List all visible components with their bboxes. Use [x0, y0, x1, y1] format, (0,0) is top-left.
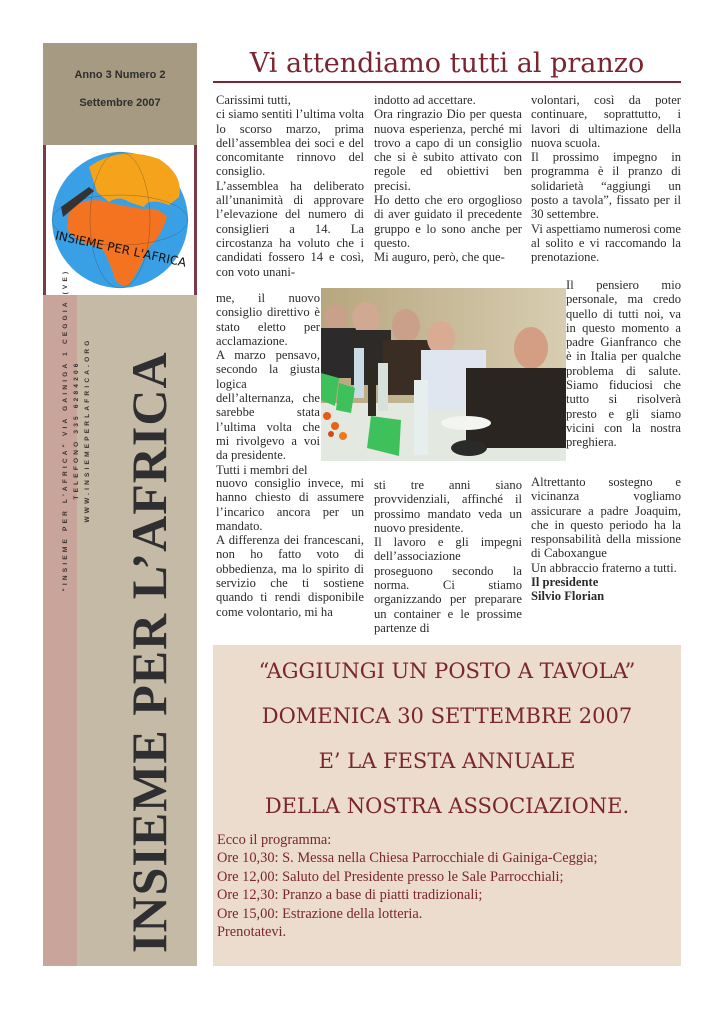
program-item: Ore 10,30: S. Messa nella Chiesa Parrocchiale di Gainiga-Ceggia;: [217, 850, 598, 867]
event-title: “AGGIUNGI UN POSTO A TAVOLA”: [258, 659, 636, 683]
signature-name: Silvio Florian: [531, 589, 605, 604]
paragraph: Il pensiero mio personale, ma credo quello di tutti noi, va in questo momento a padre Gianfranco che è in Italia per qualche problema di salute. Siamo fiduciosi che tutto si risolverà presto e gli siamo vicini con la nostra preghiera.: [566, 278, 681, 450]
paragraph: ci siamo sentiti l’ultima volta lo scorso marzo, prima dell’assemblea dei soci e del concomitante rinnovo del consiglio.: [216, 107, 364, 179]
paragraph: me, il nuovo consiglio direttivo è stato eletto per acclamazione.: [216, 291, 320, 348]
svg-text:INSIEME PER L'AFRICA: INSIEME PER L'AFRICA: [54, 228, 188, 270]
program-item: Ore 12,00: Saluto del Presidente presso le Sale Parrocchiali;: [217, 868, 564, 885]
article-col-3-wrap: [566, 278, 681, 450]
article-photo: [321, 288, 566, 461]
paragraph: indotto ad accettare.: [374, 93, 476, 107]
paragraph: Ora ringrazio Dio per questa nuova esperienza, perché mi trovo a capo di un consiglio che si è subito attivato con regole ed obiettivi ben precisi.: [374, 107, 522, 193]
contact-address: "INSIEME PER L'AFRICA" VIA GAINIGA 1 CEGGIA (VE): [62, 268, 69, 592]
headline-rule: [213, 81, 681, 83]
issue-date: Settembre 2007: [79, 97, 161, 109]
event-subtitle-2: DELLA NOSTRA ASSOCIAZIONE.: [264, 794, 630, 818]
photo-image: [321, 288, 566, 461]
program-item: Ore 15,00: Estrazione della lotteria.: [217, 905, 423, 922]
article-col-1-wrap: [216, 291, 320, 477]
article-col-2: [374, 93, 522, 265]
issue-box: [43, 43, 197, 145]
article-col-1: [216, 93, 364, 279]
paragraph: Mi auguro, però, che que-: [374, 250, 505, 265]
paragraph: Carissimi tutti,: [216, 93, 291, 107]
article-col-2-bottom: [374, 478, 522, 635]
contact-phone: TELEFONO 335 6284206: [73, 360, 80, 500]
paragraph: Altrettanto sostegno e vicinanza vogliamo assicurare a padre Joaquim, che in questo periodo ha la responsabilità della missione di Caboxangue: [531, 475, 681, 561]
paragraph: Vi aspettiamo numerosi come al solito e vi raccomando la prenotazione.: [531, 221, 681, 265]
sidebar: [43, 43, 197, 966]
event-date: DOMENICA 30 SETTEMBRE 2007: [261, 704, 633, 728]
event-box: [213, 645, 681, 966]
paragraph: Tutti i membri del: [216, 462, 308, 477]
program-closing: Prenotatevi.: [217, 924, 287, 941]
event-program: [217, 831, 679, 941]
signature-title: Il presidente: [531, 575, 599, 590]
paragraph: sti tre anni siano provvidenziali, affinché il prossimo mandato veda un nuovo presidente.: [374, 478, 522, 535]
paragraph: A differenza dei francescani, non ho fatto voto di obbedienza, ma lo spirito di servizio che ti sostiene quando ti rendi disponibile come volontario, mi ha: [216, 533, 364, 619]
paragraph: Il lavoro e gli impegni dell’associazione proseguono secondo la norma. Ci stiamo organizzando per preparare un container e le prossime partenze di: [374, 535, 522, 635]
issue-number: Anno 3 Numero 2: [74, 69, 166, 81]
paragraph: nuovo consiglio invece, mi hanno chiesto di assumere l’incarico ancora per un mandato.: [216, 476, 364, 533]
article-col-3-bottom: [531, 475, 681, 604]
paragraph: A marzo pensavo, secondo la giusta logica dell’alternanza, che sarebbe stata l’ultima volta che mi rivolgevo a voi da presidente.: [216, 348, 320, 463]
paragraph: Un abbraccio fraterno a tutti.: [531, 560, 677, 575]
paragraph: L’assemblea ha deliberato all’unanimità di approvare l’elevazione del numero di consiglieri a 14. La circostanza ha voluto che i candidati fossero 14 e così, con voto unani-: [216, 178, 364, 279]
contact-website: WWW.INSIEMEPERLAFRICA.ORG: [84, 337, 91, 523]
article-col-1-bottom: [216, 476, 364, 619]
program-item: Ore 12,30: Pranzo a base di piatti tradizionali;: [217, 887, 483, 904]
paragraph: Ho detto che ero orgoglioso di aver guidato il precedente gruppo e lo sono anche per questo.: [374, 193, 522, 250]
article-col-3: [531, 93, 681, 265]
paragraph: volontari, così da poter continuare, soprattutto, i lavori di ultimazione della nuova scuola.: [531, 93, 681, 150]
event-subtitle: E’ LA FESTA ANNUALE: [318, 749, 576, 773]
masthead-vertical-title: INSIEME PER L’AFRICA: [121, 351, 177, 953]
page-title: Vi attendiamo tutti al pranzo: [249, 48, 645, 79]
program-intro: Ecco il programma:: [217, 832, 332, 848]
contact-info: [60, 230, 93, 630]
paragraph: Il prossimo impegno in programma è il pranzo di solidarietà “aggiungi un posto a tavola”, fissato per il 30 settembre.: [531, 150, 681, 222]
